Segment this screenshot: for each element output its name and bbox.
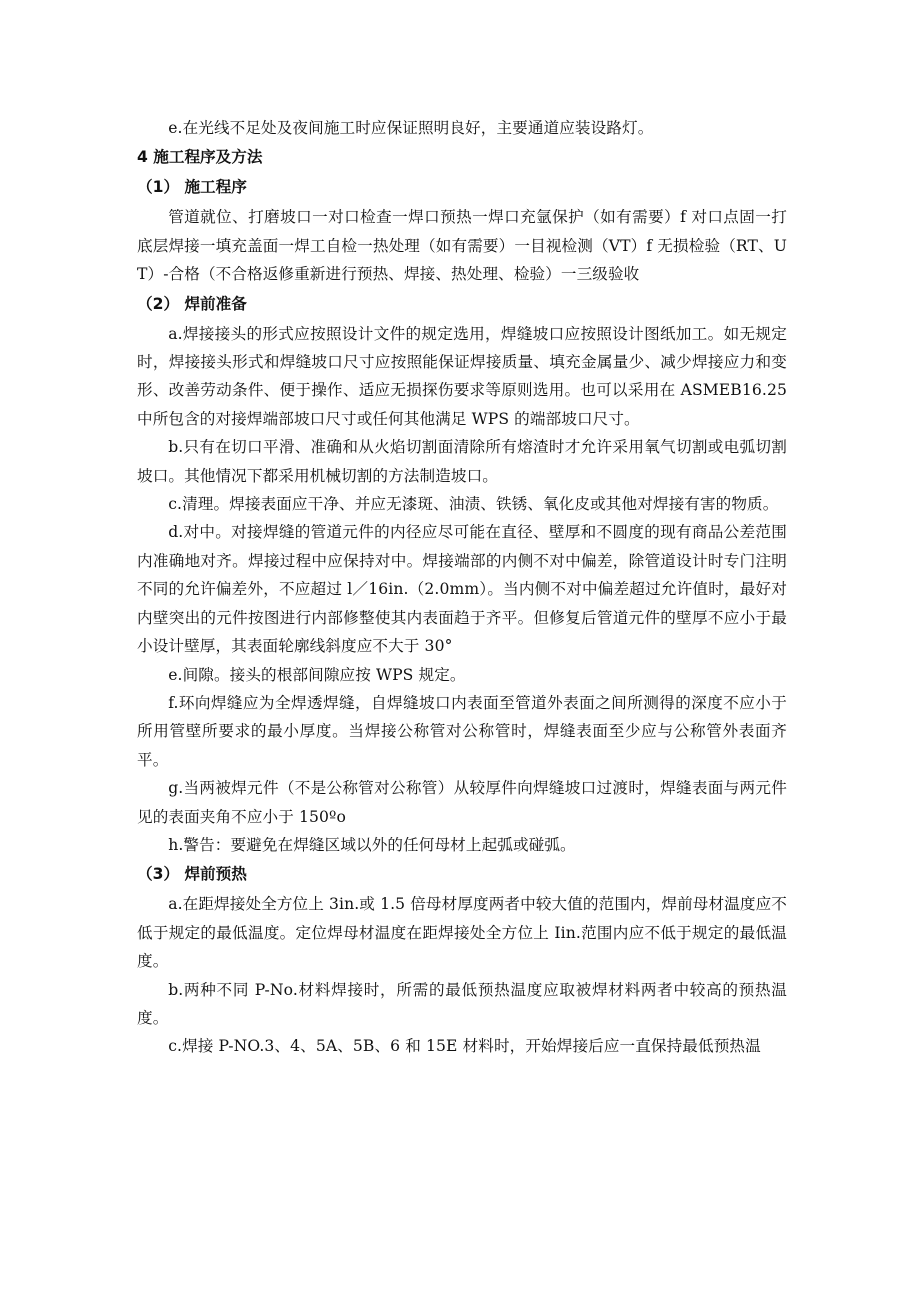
paragraph-alignment: d.对中。对接焊缝的管道元件的内径应尽可能在直径、壁厚和不圆度的现有商品公差范围内准确地对齐。焊接过程中应保持对中。焊接端部的内侧不对中偏差，除管道设计时专门注明不同的允许偏差外，不应超过 l／16in.（2.0mm）。当内侧不对中偏差超过允许值时，最好对内壁突出的元件按图进行内部修整使其内表面趋于齐平。但修复后管道元件的壁厚不应小于最小设计壁厚，其表面轮廓线斜度应不大于 30° xyxy=(137,523,787,656)
paragraph-transition-angle: g.当两被焊元件（不是公称管对公称管）从较厚件向焊缝坡口过渡时，焊缝表面与两元件见的表面夹角不应小于 150ºo xyxy=(137,779,787,826)
subheading-preheat: （3） 焊前预热 xyxy=(137,865,247,884)
paragraph-full-penetration: f.环向焊缝应为全焊透焊缝，自焊缝坡口内表面至管道外表面之间所测得的深度不应小于所用管壁所要求的最小厚度。当焊接公称管对公称管时，焊缝表面至少应与公称管外表面齐平。 xyxy=(137,693,787,769)
paragraph-gap: e.间隙。接头的根部间隙应按 WPS 规定。 xyxy=(168,665,466,684)
paragraph-p-number-materials: c.焊接 P-NO.3、4、5A、5B、6 和 15E 材料时，开始焊接后应一直保持最低预热温 xyxy=(168,1037,761,1056)
paragraph-dissimilar-materials: b.两种不同 P-No.材料焊接时，所需的最低预热温度应取被焊材料两者中较高的预热温度。 xyxy=(137,980,787,1027)
paragraph-warning: h.警告：要避免在焊缝区域以外的任何母材上起弧或碰弧。 xyxy=(168,835,576,854)
paragraph-cleaning: c.清理。焊接表面应干净、并应无漆斑、油渍、铁锈、氧化皮或其他对焊接有害的物质。 xyxy=(168,495,779,514)
paragraph-preheat-range: a.在距焊接处全方位上 3in.或 1.5 倍母材厚度两者中较大值的范围内，焊前母材温度应不低于规定的最低温度。定位焊母材温度在距焊接处全方位上 Iin.范围内应不低于规定的最低温度。 xyxy=(137,895,787,971)
section-heading-construction: 4 施工程序及方法 xyxy=(137,148,263,167)
paragraph-procedure-flow: 管道就位、打磨坡口一对口检查一焊口预热一焊口充氩保护（如有需要）f 对口点固一打底层焊接一填充盖面一焊工自检一热处理（如有需要）一目视检测（VT）f 无损检验（RT、UT）-合格（不合格返修重新进行预热、焊接、热处理、检验）一三级验收 xyxy=(137,208,787,284)
paragraph-joint-form: a.焊接接头的形式应按照设计文件的规定选用，焊缝坡口应按照设计图纸加工。如无规定时，焊接接头形式和焊缝坡口尺寸应按照能保证焊接质量、填充金属量少、减少焊接应力和变形、改善劳动条件、便于操作、适应无损探伤要求等原则选用。也可以采用在 ASMEB16.25 中所包含的对接焊端部坡口尺寸或任何其他满足 WPS 的端部坡口尺寸。 xyxy=(137,324,787,428)
paragraph-lighting: e.在光线不足处及夜间施工时应保证照明良好，主要通道应装设路灯。 xyxy=(168,119,654,137)
subheading-procedure: （1） 施工程序 xyxy=(137,178,247,197)
document-body xyxy=(137,114,787,1061)
paragraph-cutting: b.只有在切口平滑、准确和从火焰切割面清除所有熔渣时才允许采用氧气切割或电弧切割坡口。其他情况下都采用机械切割的方法制造坡口。 xyxy=(137,438,787,485)
subheading-preparation: （2） 焊前准备 xyxy=(137,294,247,313)
